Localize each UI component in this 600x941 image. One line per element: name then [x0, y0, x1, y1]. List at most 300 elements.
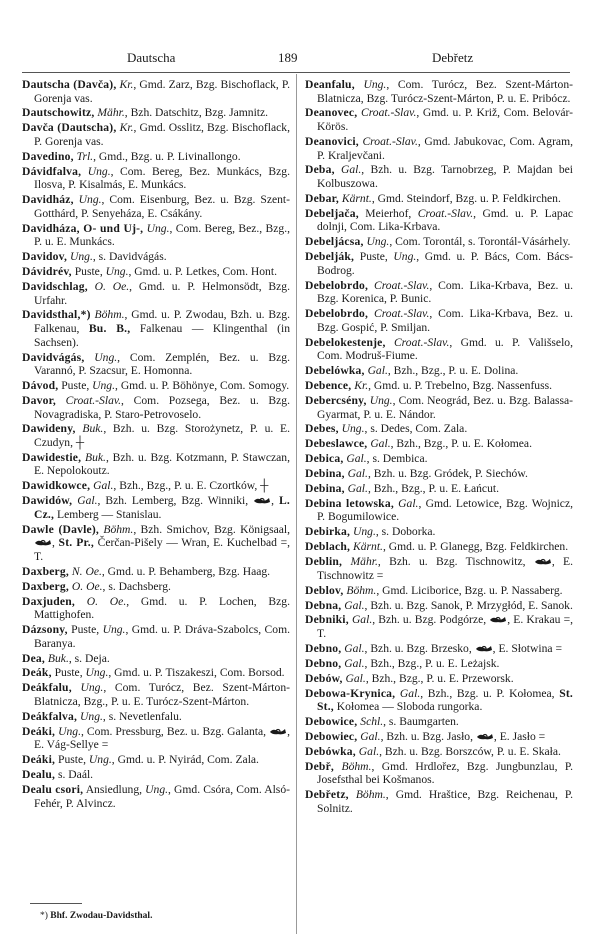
- entry-headword: Davedino,: [22, 149, 74, 163]
- entry-region: Ung.: [87, 164, 111, 178]
- gazetteer-entry: [305, 467, 573, 481]
- entry-text: , Bzh. Lemberg, Bzg. Winniki,: [97, 494, 254, 508]
- post-horn-icon: [475, 644, 493, 653]
- gazetteer-entry: [305, 788, 573, 815]
- entry-headword: Dawidów,: [22, 494, 73, 508]
- entry-text: , Gmd. Letowice, Bzg. Wojnicz, P. Bogumilowice.: [317, 496, 573, 524]
- gazetteer-entry: [305, 687, 573, 714]
- entry-region: Gal.: [351, 613, 373, 627]
- entry-text: , Bzh. u. Bzg. Sanok, P. Mrzygłód, E. Sanok.: [364, 598, 573, 612]
- entry-region: Mähr.: [97, 106, 125, 120]
- gazetteer-entry: [305, 715, 573, 729]
- entry-headword: Dealu csori,: [22, 783, 84, 796]
- entry-headword: Deáki,: [22, 724, 56, 738]
- entry-region: Gal.: [360, 729, 381, 743]
- post-horn-icon: [34, 538, 52, 547]
- entry-text: , E. Krakau =, T.: [317, 613, 574, 640]
- entry-headword: Dawle (Davle),: [22, 522, 100, 536]
- gazetteer-entry: [22, 725, 290, 752]
- column-divider: [296, 74, 297, 934]
- entry-headword: Deblach,: [305, 540, 351, 554]
- gazetteer-entry: [305, 364, 573, 378]
- entry-region: Mähr.: [350, 555, 378, 569]
- entry-text: , Bzh. u. Bzg. Gródek, P. Siechów.: [367, 467, 528, 481]
- entry-region: Gal.: [344, 598, 365, 612]
- entry-text: , Bzh. Datschitz, Bzg. Jamnitz.: [124, 106, 269, 120]
- entry-headword: Debř,: [305, 759, 335, 773]
- entry-headword: Davidsthal,*): [22, 308, 91, 322]
- entry-space: [56, 394, 66, 407]
- post-horn-icon: [489, 615, 507, 624]
- entry-headword: Debeslawce,: [305, 437, 368, 451]
- entry-text: , E. Vág-Sellye =: [34, 724, 290, 752]
- entry-type: Puste,: [51, 666, 86, 680]
- entry-region: Gal.: [370, 437, 391, 451]
- entry-text: , Bzh. u. Bzg. Kotzmann, P. Stawczan, E. Nepolokoutz.: [34, 450, 290, 478]
- entry-region: Ung.: [352, 525, 376, 539]
- entry-text: , s. Baumgarten.: [383, 715, 459, 729]
- entry-text: , Bzh. u. Bzg. Tischnowitz,: [377, 555, 534, 569]
- gazetteer-entry: [22, 280, 290, 307]
- gazetteer-entry: [305, 599, 573, 613]
- gazetteer-entry: [22, 710, 290, 724]
- entry-region: Ung.: [393, 250, 417, 264]
- entry-region: Buk.: [82, 422, 104, 436]
- gazetteer-entry: [305, 525, 573, 539]
- entry-text: , Bzh. u. Bzg. Borszców, P. u. E. Skała.: [379, 744, 561, 758]
- entry-text: , Gmd. u. P. Behamberg, Bzg. Haag.: [101, 564, 271, 578]
- entry-headword: Deanovici,: [305, 134, 359, 148]
- entry-region: Gal.: [344, 656, 365, 670]
- entry-headword: Davidschlag,: [22, 279, 88, 293]
- entry-region: Böhm.: [346, 583, 377, 597]
- entry-headword: Deanfalu,: [305, 78, 355, 91]
- gazetteer-entry: [22, 623, 290, 650]
- gazetteer-entry: [22, 494, 290, 521]
- entry-headword: Debno,: [305, 641, 342, 655]
- entry-text: Falkenau — Klingenthal (in Sachsen).: [34, 322, 290, 349]
- entry-region: Ung.: [78, 193, 102, 207]
- entry-headword: Dávidrév,: [22, 265, 72, 279]
- entry-text: , Bzh. Smichov, Bzg. Königsaal,: [133, 522, 290, 536]
- entry-text: , Com. Eisenburg, Bez. u. Bzg. Szent-Gotthárd, P. Senyeháza, E. Csákány.: [34, 193, 290, 220]
- entry-region: Kr.: [354, 379, 369, 393]
- entry-text: , Com. Bereg, Bez. Munkács, Bzg. Ilosva, P. Kisalmás, E. Munkács.: [34, 164, 290, 192]
- entry-headword: Debirka,: [305, 525, 351, 539]
- entry-type: Puste,: [55, 753, 89, 767]
- entry-region: N. Oe.: [71, 564, 102, 578]
- entry-region: Gal.: [346, 452, 367, 466]
- page-number: 189: [278, 50, 298, 65]
- entry-railway: St. Pr.,: [58, 536, 94, 550]
- entry-headword: Debelokestenje,: [305, 335, 386, 349]
- entry-headword: Debów,: [305, 671, 343, 685]
- entry-headword: Deáki,: [22, 753, 56, 767]
- gazetteer-entry: [22, 652, 290, 666]
- gazetteer-entry: [305, 497, 573, 524]
- gazetteer-entry: [305, 336, 573, 363]
- gazetteer-entry: [22, 451, 290, 478]
- gazetteer-entry: [305, 584, 573, 598]
- entry-text: , Bzh. u. Bzg. Jasło,: [380, 729, 476, 743]
- entry-region: Ung.: [58, 724, 81, 738]
- entry-text: , s. Dachsberg.: [102, 579, 171, 593]
- entry-space: [386, 336, 394, 349]
- entry-text: , Gmd. u. P. Dráva-Szabolcs, Com. Baranya.: [34, 623, 290, 650]
- entry-text: , Gmd. u. P. Tiszakeszi, Com. Borsod.: [108, 666, 285, 680]
- entry-text: , Gmd. u. P. Lapac dolnji, Com. Lika-Krbava.: [317, 206, 573, 234]
- entry-headword: Debřetz,: [305, 788, 349, 802]
- gazetteer-entry: [22, 783, 290, 810]
- entry-headword: Debina,: [305, 467, 345, 481]
- entry-headword: Daxberg,: [22, 579, 70, 593]
- gazetteer-entry: [305, 482, 573, 496]
- gazetteer-entry: [22, 351, 290, 378]
- entry-text: , Com. Pressburg, Bez. u. Bzg. Galanta,: [81, 724, 270, 738]
- gazetteer-entry: [22, 768, 290, 782]
- entry-railway: St. St.,: [317, 686, 573, 714]
- entry-headword: Dawidestie,: [22, 450, 82, 464]
- running-head-left: Dautscha: [127, 50, 176, 65]
- entry-headword: Debence,: [305, 379, 352, 393]
- gazetteer-entry: [305, 250, 573, 277]
- entry-text: , Bzh., Bzg., P. u. E. Przeworsk.: [365, 671, 514, 685]
- entry-space: [84, 351, 94, 364]
- gazetteer-entry: [305, 555, 573, 582]
- entry-text: , s. Dedes, Com. Zala.: [364, 422, 468, 436]
- gazetteer-entry: [22, 308, 290, 349]
- entry-headword: Debelobrdo,: [305, 307, 369, 321]
- entry-text: Lemberg — Stanislau.: [54, 507, 162, 521]
- entry-railway: Bu. B.,: [88, 322, 131, 336]
- entry-region: Gal.: [347, 481, 368, 495]
- entry-headword: Debowiec,: [305, 729, 358, 743]
- entry-headword: Dealu,: [22, 768, 56, 782]
- entry-type: Puste,: [71, 265, 106, 279]
- entry-region: O. Oe.: [71, 579, 103, 593]
- entry-headword: Debniki,: [305, 613, 349, 627]
- entry-region: Ung.: [70, 250, 93, 264]
- entry-text: , Com. Lika-Krbava, Bez. u. Bzg. Korenica, P. Bunic.: [317, 278, 573, 306]
- entry-region: Ung.: [105, 265, 129, 279]
- entry-headword: Daxberg,: [22, 564, 70, 578]
- entry-region: Böhm.: [94, 308, 125, 322]
- entry-region: Kärnt.: [341, 191, 372, 205]
- entry-region: Gal.: [345, 671, 366, 685]
- post-horn-icon: [269, 727, 287, 736]
- entry-region: Ung.: [363, 78, 387, 91]
- entry-text: , s. Davidvágás.: [92, 250, 167, 264]
- entry-headword: Deák,: [22, 666, 52, 680]
- entry-text: , s. Dembica.: [366, 452, 428, 466]
- entry-headword: Dawidkowce,: [22, 479, 91, 493]
- entry-text: ,: [271, 494, 279, 508]
- entry-region: Ung.: [80, 681, 104, 695]
- post-horn-icon: [534, 557, 552, 566]
- entry-region: Gal.: [93, 479, 114, 493]
- entry-text: , Bzh., Bzg., P. u. E. Łańcut.: [367, 481, 499, 495]
- entry-text: , s. Nevetlenfalu.: [102, 709, 182, 723]
- entry-region: Gal.: [399, 686, 421, 700]
- entry-region: Croat.-Slav.: [360, 106, 417, 120]
- entry-headword: Davča (Dautscha),: [22, 121, 117, 135]
- entry-text: , Gmd. u. P. Zwodau, Bzh. u. Bzg. Falkenau,: [34, 308, 290, 336]
- entry-text: , Com. Turócz, Bez. Szent-Márton-Blatnicza, Bzg., P. u. E. Turócz-Szent-Márton.: [34, 681, 290, 708]
- entry-region: Böhm.: [103, 522, 134, 536]
- entry-text: , E. Jasło =: [493, 729, 546, 743]
- gazetteer-entry: [305, 642, 573, 656]
- entry-text: , Com. Lika-Krbava, Bez. u. Bzg. Gospić, P. Smiljan.: [317, 307, 573, 334]
- gazetteer-entry: [22, 595, 290, 622]
- entry-region: Schl.: [360, 715, 384, 729]
- entry-space: [88, 280, 95, 293]
- running-header: [32, 50, 572, 68]
- entry-region: Ung.: [366, 235, 390, 249]
- entry-text: , Gmd. u. P. Helmonsödt, Bzg. Urfahr.: [34, 279, 290, 307]
- entry-region: Kr.: [119, 78, 134, 91]
- entry-region: Kr.: [119, 121, 134, 135]
- entry-headword: Dautschowitz,: [22, 106, 95, 120]
- gazetteer-entry: [305, 657, 573, 671]
- entry-region: Ung.: [85, 666, 109, 680]
- gazetteer-entry: [305, 106, 573, 133]
- entry-text: , Bzh., Bzg., P. u. E. Czortków, ┼: [113, 479, 269, 493]
- entry-region: Böhm.: [341, 759, 372, 773]
- entry-headword: Dávidfalva,: [22, 164, 82, 178]
- entry-headword: Davor,: [22, 393, 56, 407]
- entry-text: , Gmd. Hraštice, Bzg. Reichenau, P. Solnitz.: [317, 788, 573, 815]
- gazetteer-entry: [22, 165, 290, 192]
- entry-region: Gal.: [77, 494, 98, 508]
- entry-text: , Bzh. u. Bzg. Brzesko,: [364, 641, 475, 655]
- gazetteer-entry: [22, 523, 290, 564]
- footnote: [40, 911, 152, 921]
- entry-text: , Com. Pozsega, Bez. u. Bzg. Novagradiska, P. Staro-Petrovoselo.: [34, 393, 290, 421]
- entry-text: , E. Słotwina =: [492, 641, 562, 655]
- entry-text: , Gmd. Steindorf, Bzg. u. P. Feldkirchen.: [371, 191, 561, 205]
- entry-text: , Gmd. u. P. Letkes, Com. Hont.: [128, 265, 277, 279]
- entry-text: s. Daál.: [55, 768, 94, 782]
- entry-space: [349, 788, 356, 801]
- entry-space: [75, 595, 87, 608]
- entry-text: , Com. Torontál, s. Torontál-Vásárhely.: [389, 235, 571, 249]
- gazetteer-entry: [305, 379, 573, 393]
- gazetteer-entry: [305, 163, 573, 190]
- gazetteer-entry: [22, 666, 290, 680]
- entry-text: , Bzh., Bzg., P. u. E. Kołomea.: [390, 437, 532, 451]
- gazetteer-entry: [22, 106, 290, 120]
- gazetteer-entry: [305, 135, 573, 162]
- entry-type: Puste,: [67, 623, 103, 637]
- entry-text: , Com. Zemplén, Bez. u. Bzg. Varannó, P. Szacsur, E. Homonna.: [34, 350, 290, 378]
- entry-type: Ansiedlung,: [83, 783, 146, 796]
- gazetteer-entry: [22, 565, 290, 579]
- gazetteer-entry: [305, 207, 573, 234]
- gazetteer-entry: [305, 307, 573, 334]
- gazetteer-entry: [305, 745, 573, 759]
- entry-region: Gal.: [340, 163, 362, 177]
- entry-headword: Debowice,: [305, 715, 358, 729]
- entry-headword: Debelobrdo,: [305, 278, 369, 292]
- post-horn-icon: [253, 496, 271, 505]
- entry-text: , Gmd. u. P. Lochen, Bzg. Mattighofen.: [34, 594, 290, 622]
- right-column: [305, 78, 573, 817]
- gazetteer-entry: [22, 150, 290, 164]
- entry-railway: L. Cz.,: [34, 494, 291, 521]
- gazetteer-entry: [22, 394, 290, 421]
- entry-region: Ung.: [146, 221, 170, 235]
- gazetteer-entry: [305, 730, 573, 744]
- entry-headword: Daxjuden,: [22, 594, 76, 608]
- post-horn-icon: [476, 732, 494, 741]
- entry-region: Gal.: [344, 641, 365, 655]
- entry-headword: Dávod,: [22, 379, 59, 393]
- gazetteer-entry: [305, 452, 573, 466]
- entry-text: , Com. Bereg, Bez., Bzg., P. u. E. Munkács.: [34, 221, 290, 249]
- entry-headword: Dea,: [22, 651, 46, 665]
- entry-text: , s. Deja.: [68, 651, 110, 665]
- entry-text: , Gmd. u. P. Glanegg, Bzg. Feldkirchen.: [382, 540, 569, 554]
- footnote-rule: [30, 903, 82, 904]
- entry-text: , Bzh., Bzg., P. u. E. Dolina.: [387, 364, 519, 378]
- gazetteer-entry: [22, 193, 290, 220]
- gazetteer-entry: [22, 753, 290, 767]
- entry-text: , Gmd. Hrdlořez, Bzg. Jungbunzlau, P. Josefsthal bei Košmanos.: [317, 759, 573, 787]
- entry-headword: Dautscha (Davča),: [22, 78, 117, 91]
- entry-text: , Bzh., Bzg., P. u. E. Leżajsk.: [364, 656, 500, 670]
- gazetteer-entry: [305, 279, 573, 306]
- gazetteer-entry: [22, 422, 290, 449]
- entry-region: Croat.-Slav.: [362, 134, 418, 148]
- entry-region: Croat.-Slav.: [65, 393, 122, 407]
- entry-headword: Debówka,: [305, 744, 356, 758]
- entry-text: Kołomea — Sloboda rungorka.: [333, 700, 483, 714]
- gazetteer-entry: [22, 479, 290, 493]
- gazetteer-entry: [305, 235, 573, 249]
- entry-text: , E. Tischnowitz =: [317, 555, 574, 582]
- entry-text: , Gmd. u. P. Križ, Com. Belovár-Körös.: [317, 106, 573, 134]
- entry-region: Buk.: [85, 450, 106, 464]
- entry-region: Trl.: [76, 149, 94, 163]
- running-head-right: Debřetz: [432, 50, 474, 65]
- entry-region: Ung.: [92, 379, 116, 393]
- entry-region: Kärnt.: [352, 540, 383, 554]
- entry-headword: Debina letowska,: [305, 496, 394, 510]
- gazetteer-entry: [305, 192, 573, 206]
- entry-headword: Debercsény,: [305, 393, 367, 407]
- entry-text: Čerčan-Pišely — Wran, E. Kuchelbad =, T.: [34, 536, 291, 563]
- entry-headword: Debowa-Krynica,: [305, 686, 396, 700]
- entry-headword: Debelják,: [305, 250, 355, 264]
- entry-region: Croat.-Slav.: [373, 278, 430, 292]
- gazetteer-entry: [22, 681, 290, 708]
- gazetteer-entry: [22, 250, 290, 264]
- entry-region: Ung.: [145, 783, 169, 796]
- entry-text: , Gmd. u. P. Vališselo, Com. Modruš-Fiume.: [317, 335, 573, 363]
- entry-headword: Dázsony,: [22, 623, 68, 637]
- entry-text: , Gmd. Zarz, Bzg. Bischoflack, P. Gorenja vas.: [34, 78, 290, 105]
- gazetteer-entry: [22, 78, 290, 105]
- entry-text: , Gmd. u. P. Bács, Com. Bács-Bodrog.: [317, 250, 573, 277]
- entry-region: Ung.: [102, 623, 126, 637]
- entry-text: , Com. Neográd, Bez. u. Bzg. Balassa-Gyarmat, P. u. E. Nándor.: [317, 393, 573, 421]
- gazetteer-entry: [305, 437, 573, 451]
- entry-region: Ung.: [80, 709, 103, 723]
- entry-headword: Deblin,: [305, 555, 343, 569]
- entry-type: Meierhof,: [358, 206, 418, 220]
- entry-region: Ung.: [94, 350, 118, 364]
- gazetteer-entry: [305, 760, 573, 787]
- header-rule: [22, 72, 570, 73]
- entry-headword: Debno,: [305, 656, 342, 670]
- entry-headword: Debelówka,: [305, 364, 365, 378]
- entry-region: Ung.: [88, 753, 112, 767]
- gazetteer-entry: [305, 422, 573, 436]
- entry-headword: Dawideny,: [22, 422, 76, 436]
- entry-headword: Debeljača,: [305, 206, 359, 220]
- entry-region: Croat.-Slav.: [417, 206, 474, 220]
- entry-headword: Davidház,: [22, 193, 74, 207]
- gazetteer-entry: [305, 540, 573, 554]
- entry-region: Buk.: [47, 651, 69, 665]
- entry-text: , Gmd. u. P. Böhönye, Com. Somogy.: [115, 379, 290, 393]
- gazetteer-entry: [305, 78, 573, 105]
- entry-headword: Debeljácsa,: [305, 235, 364, 249]
- entry-headword: Deákfalva,: [22, 709, 78, 723]
- entry-headword: Debina,: [305, 481, 345, 495]
- entry-region: Croat.-Slav.: [393, 335, 450, 349]
- gazetteer-entry: [22, 222, 290, 249]
- entry-text: , Gmd. u. P. Trebelno, Bzg. Nassenfuss.: [368, 379, 553, 393]
- entry-headword: Deblov,: [305, 583, 344, 597]
- entry-region: Gal.: [398, 496, 419, 510]
- entry-headword: Debica,: [305, 452, 344, 466]
- footnote-text: Bhf. Zwodau-Davidsthal.: [50, 911, 153, 921]
- entry-text: , Bzh. u. Bzg. Tarnobrzeg, P. Majdan bei Kolbuszowa.: [317, 163, 573, 191]
- entry-region: Böhm.: [355, 788, 386, 802]
- entry-headword: Deba,: [305, 163, 335, 177]
- entry-headword: Deanovec,: [305, 106, 358, 120]
- entry-region: Gal.: [358, 744, 380, 758]
- entry-region: O. Oe.: [86, 594, 127, 608]
- entry-text: , Gmd., Bzg. u. P. Livinallongo.: [93, 149, 241, 163]
- entry-headword: Davidov,: [22, 250, 68, 264]
- entry-headword: Davidháza, O- und Uj-,: [22, 221, 144, 235]
- entry-text: , Gmd. Liciborice, Bzg. u. P. Nassaberg.: [376, 583, 563, 597]
- entry-type: Puste,: [354, 250, 394, 264]
- left-column: [22, 78, 290, 811]
- entry-text: , Bzh. u. Bzg. Podgórze,: [372, 613, 490, 627]
- footnote-marker: *): [40, 911, 51, 921]
- gazetteer-entry: [305, 672, 573, 686]
- gazetteer-entry: [305, 394, 573, 421]
- gazetteer-entry: [22, 379, 290, 393]
- entry-headword: Debar,: [305, 191, 339, 205]
- entry-region: Gal.: [347, 467, 368, 481]
- entry-text: , Bzh. u. Bzg. Storożynetz, P. u. E. Czudyn, ┼: [34, 422, 290, 449]
- entry-text: , Gmd. u. P. Nyirád, Com. Zala.: [111, 753, 259, 767]
- gazetteer-entry: [22, 265, 290, 279]
- entry-text: , Com. Turócz, Bez. Szent-Márton-Blatnicza, Bzg. Turócz-Szent-Márton, P. u. E. Pribócz.: [317, 78, 573, 105]
- entry-headword: Debes,: [305, 422, 339, 436]
- gazetteer-entry: [305, 613, 573, 640]
- entry-headword: Deákfalu,: [22, 681, 72, 695]
- entry-type: Puste,: [58, 379, 93, 393]
- entry-text: , Gmd. Jabukovac, Com. Agram, P. Kraljevčani.: [317, 134, 573, 162]
- gazetteer-entry: [22, 121, 290, 148]
- entry-headword: Debna,: [305, 598, 342, 612]
- entry-region: Gal.: [367, 364, 388, 378]
